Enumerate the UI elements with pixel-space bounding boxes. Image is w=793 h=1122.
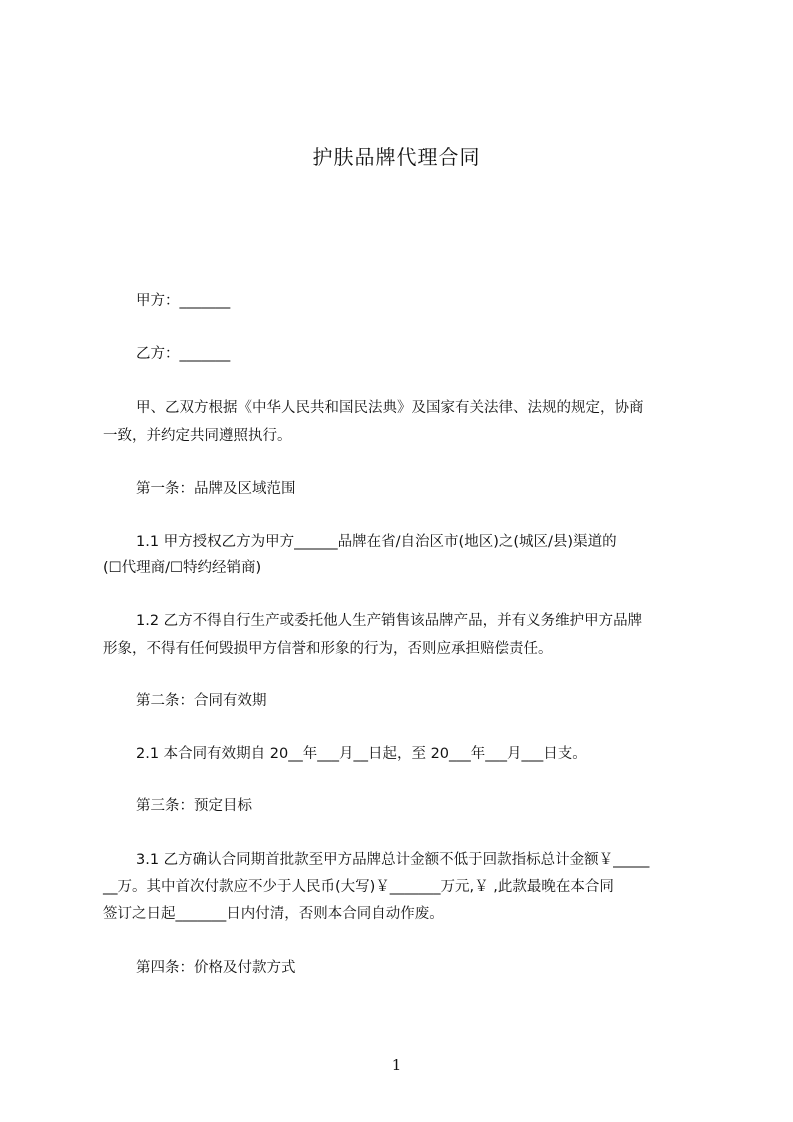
clause-1-1-line-1: 1.1 甲方授权乙方为甲方______品牌在省/自治区市(地区)之(城区/县)渠道的 [136, 534, 617, 550]
clause-2-1: 2.1 本合同有效期自 20__年___月__日起，至 20___年___月___日支。 [136, 746, 587, 762]
party-b-line: 乙方：_______ [136, 346, 231, 362]
preamble-line-2: 一致，并约定共同遵照执行。 [103, 428, 292, 444]
page-number: 1 [391, 1056, 402, 1074]
clause-3-1-line-2: __万。其中首次付款应不少于人民币(大写)￥_______万元,￥ ,此款最晚在本合同 [103, 879, 614, 895]
document-title: 护肤品牌代理合同 [312, 145, 481, 169]
clause-1-2-line-1: 1.2 乙方不得自行生产或委托他人生产销售该品牌产品，并有义务维护甲方品牌 [136, 613, 643, 629]
article-1-heading: 第一条：品牌及区域范围 [136, 481, 296, 497]
clause-3-1-line-3: 签订之日起_______日内付清，否则本合同自动作废。 [103, 906, 444, 922]
clause-1-1-line-2: (☐代理商/☐特约经销商) [103, 560, 262, 576]
article-2-heading: 第二条：合同有效期 [136, 693, 267, 709]
clause-1-2-line-2: 形象，不得有任何毁损甲方信誉和形象的行为，否则应承担赔偿责任。 [103, 641, 553, 657]
preamble-line-1: 甲、乙双方根据《中华人民共和国民法典》及国家有关法律、法规的规定，协商 [136, 400, 644, 416]
party-a-line: 甲方：_______ [136, 293, 231, 309]
clause-3-1-line-1: 3.1 乙方确认合同期首批款至甲方品牌总计金额不低于回款指标总计金额￥_____ [136, 852, 650, 868]
article-3-heading: 第三条：预定目标 [136, 798, 252, 814]
article-4-heading: 第四条：价格及付款方式 [136, 960, 296, 976]
